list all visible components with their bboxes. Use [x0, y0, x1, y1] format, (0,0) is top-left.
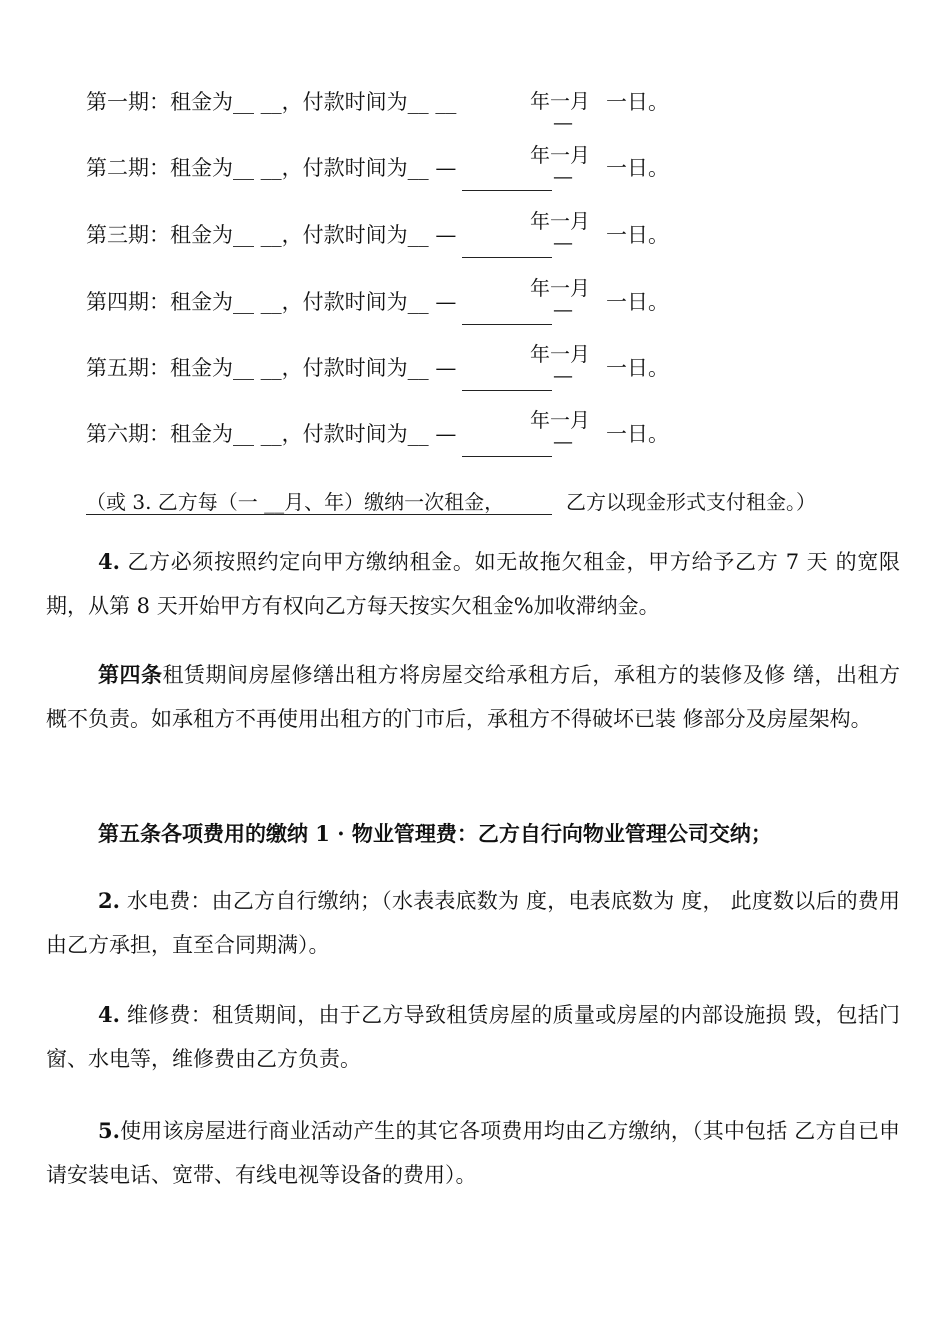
period-day: 一日。 [606, 223, 669, 247]
period-year-month: 年一月 [530, 209, 590, 233]
period-day: 一日。 [606, 356, 669, 380]
blank-underline [86, 514, 552, 515]
clause-number: 4. [98, 549, 120, 574]
article-heading: 第四条 [98, 662, 163, 687]
period-label: 第五期：租金为__ __，付款时间为__ — [86, 356, 457, 380]
item-5-paragraph [46, 1109, 900, 1197]
period-year-month: 年一月 [530, 408, 590, 432]
period-year-month: 年一月 [530, 89, 590, 113]
item-number: 2. [98, 888, 120, 913]
period-dash: — [553, 429, 573, 453]
item-text: 水电费：由乙方自行缴纳；（水表表底数为 度，电表底数为 度， 此度数以后的费用由乙方承担，直至合同期满）。 [46, 889, 900, 957]
item-number: 5. [98, 1118, 120, 1143]
blank-underline [462, 257, 552, 258]
period-label: 第六期：租金为__ __，付款时间为__ — [86, 422, 457, 446]
blank-underline [462, 190, 552, 191]
period-day: 一日。 [606, 156, 669, 180]
period-dash: — [553, 297, 573, 321]
period-year-month: 年一月 [530, 143, 590, 167]
clause-text: 乙方必须按照约定向甲方缴纳租金。如无故拖欠租金，甲方给予乙方 7 天 的宽限期，从第 8 天开始甲方有权向乙方每天按实欠租金%加收滞纳金。 [46, 550, 900, 618]
item-text: 维修费：租赁期间，由于乙方导致租赁房屋的质量或房屋的内部设施损 毁，包括门窗、水电等，维修费由乙方负责。 [46, 1003, 900, 1071]
article-heading: 第五条各项费用的缴纳 1 · 物业管理费：乙方自行向物业管理公司交纳； [98, 821, 772, 846]
blank-underline [462, 324, 552, 325]
item-number: 4. [98, 1002, 120, 1027]
period-dash: — [553, 363, 573, 387]
period-year-month: 年一月 [530, 276, 590, 300]
article-text: 租赁期间房屋修缮出租方将房屋交给承租方后，承租方的装修及修 缮，出租方概不负责。如承租方不再使用出租方的门市后，承租方不得破坏已装 修部分及房屋架构。 [46, 663, 900, 731]
period-year-month: 年一月 [530, 342, 590, 366]
period-label: 第一期：租金为__ __，付款时间为__ __ [86, 90, 457, 114]
item-4-paragraph [46, 993, 900, 1081]
period-dash: — [553, 230, 573, 254]
period-dash: — [553, 110, 573, 134]
alt-payment-left: （或 3. 乙方每（一 __月、年）缴纳一次租金， [86, 490, 505, 514]
alt-payment-right: 乙方以现金形式支付租金。） [566, 490, 816, 514]
period-label: 第二期：租金为__ __，付款时间为__ — [86, 156, 457, 180]
period-day: 一日。 [606, 290, 669, 314]
period-day: 一日。 [606, 422, 669, 446]
period-label: 第四期：租金为__ __，付款时间为__ — [86, 290, 457, 314]
clause-4-paragraph [46, 540, 900, 628]
period-day: 一日。 [606, 90, 669, 114]
blank-underline [462, 456, 552, 457]
period-label: 第三期：租金为__ __，付款时间为__ — [86, 223, 457, 247]
period-dash: — [553, 164, 573, 188]
article-4-paragraph [46, 653, 900, 741]
article-5-heading [46, 812, 900, 856]
blank-underline [462, 390, 552, 391]
item-text: 使用该房屋进行商业活动产生的其它各项费用均由乙方缴纳，（其中包括 乙方自已申请安装电话、宽带、有线电视等设备的费用）。 [46, 1119, 901, 1187]
item-2-paragraph [46, 879, 900, 967]
